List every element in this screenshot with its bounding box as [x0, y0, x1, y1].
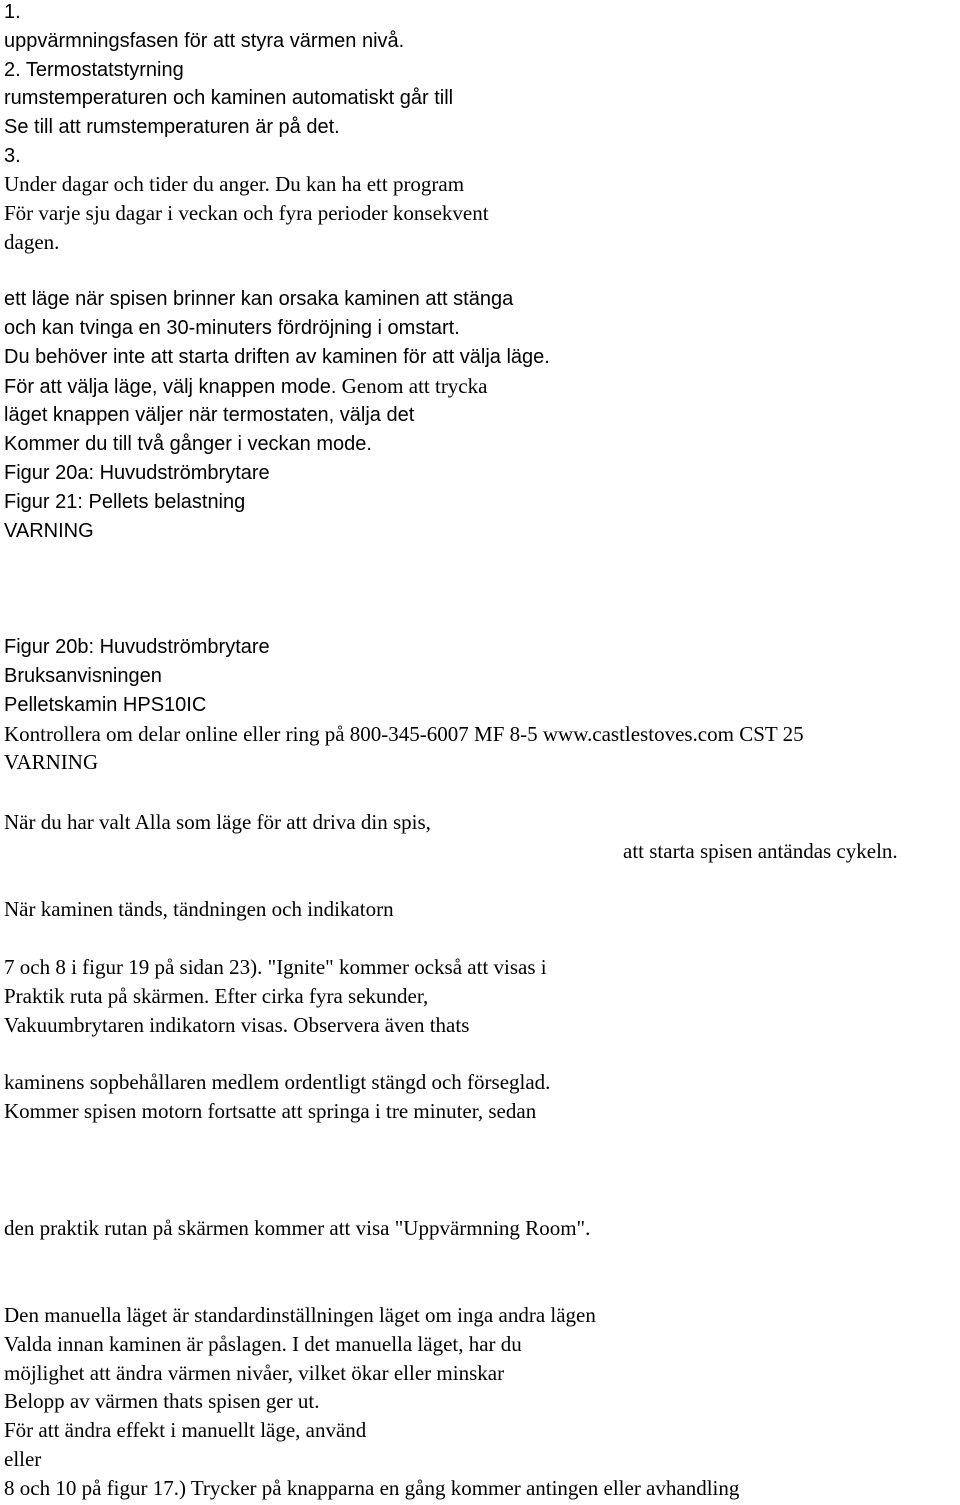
- text-line: Bruksanvisningen: [4, 665, 162, 687]
- text-line: Den manuella läget är standardinställningen läget om inga andra lägen: [4, 1303, 596, 1327]
- text-line: Du behöver inte att starta driften av kaminen för att välja läge.: [4, 346, 550, 368]
- text-line: Se till att rumstemperaturen är på det.: [4, 116, 340, 138]
- text-line: 8 och 10 på figur 17.) Trycker på knapparna en gång kommer antingen eller avhandling: [4, 1476, 740, 1500]
- text-line: För varje sju dagar i veckan och fyra perioder konsekvent: [4, 201, 489, 225]
- text-line: Kommer spisen motorn fortsatte att springa i tre minuter, sedan: [4, 1099, 537, 1123]
- text-line: Under dagar och tider du anger. Du kan ha ett program: [4, 172, 465, 196]
- text-line: möjlighet att ändra värmen nivåer, vilket ökar eller minskar: [4, 1361, 505, 1385]
- mode-sentence: För att välja läge, välj knappen mode.: [4, 376, 337, 398]
- text-line: Kommer du till två gånger i veckan mode.: [4, 433, 372, 455]
- text-line: ett läge när spisen brinner kan orsaka kaminen att stänga: [4, 288, 514, 310]
- warning-heading: VARNING: [4, 750, 99, 774]
- text-line: När kaminen tänds, tändningen och indikatorn: [4, 897, 394, 921]
- text-line: För att ändra effekt i manuellt läge, använd: [4, 1418, 367, 1442]
- figure-caption: Figur 21: Pellets belastning: [4, 491, 246, 513]
- figure-caption: Figur 20b: Huvudströmbrytare: [4, 636, 270, 658]
- text-line: 1.: [4, 1, 21, 23]
- text-line: eller: [4, 1447, 42, 1471]
- text-line: uppvärmningsfasen för att styra värmen nivå.: [4, 30, 405, 52]
- text-line: Belopp av värmen thats spisen ger ut.: [4, 1389, 320, 1413]
- text-line: Valda innan kaminen är påslagen. I det manuella läget, har du: [4, 1332, 522, 1356]
- text-line: att starta spisen antändas cykeln.: [623, 839, 898, 863]
- text-line: Praktik ruta på skärmen. Efter cirka fyra sekunder,: [4, 984, 429, 1008]
- text-line: och kan tvinga en 30-minuters fördröjning i omstart.: [4, 317, 460, 339]
- text-line: kaminens sopbehållaren medlem ordentligt stängd och förseglad.: [4, 1070, 551, 1094]
- text-line: 7 och 8 i figur 19 på sidan 23). "Ignite" kommer också att visas i: [4, 955, 547, 979]
- text-line: 2. Termostatstyrning: [4, 59, 184, 81]
- text-line: 3.: [4, 145, 21, 167]
- text-line: dagen.: [4, 230, 60, 254]
- text-line: rumstemperaturen och kaminen automatiskt går till: [4, 87, 454, 109]
- figure-caption: Figur 20a: Huvudströmbrytare: [4, 462, 270, 484]
- text-line: [4, 374, 487, 399]
- text-line: läget knappen väljer när termostaten, välja det: [4, 404, 415, 426]
- text-line: När du har valt Alla som läge för att driva din spis,: [4, 810, 431, 834]
- genom-sentence: Genom att trycka: [336, 374, 488, 398]
- footer-contact-line: Kontrollera om delar online eller ring på 800-345-6007 MF 8-5 www.castlestoves.com CST 25: [4, 722, 804, 746]
- text-line: Pelletskamin HPS10IC: [4, 694, 207, 716]
- warning-heading: VARNING: [4, 520, 94, 542]
- text-line: den praktik rutan på skärmen kommer att visa "Uppvärmning Room".: [4, 1216, 591, 1240]
- text-line: Vakuumbrytaren indikatorn visas. Observera även thats: [4, 1013, 470, 1037]
